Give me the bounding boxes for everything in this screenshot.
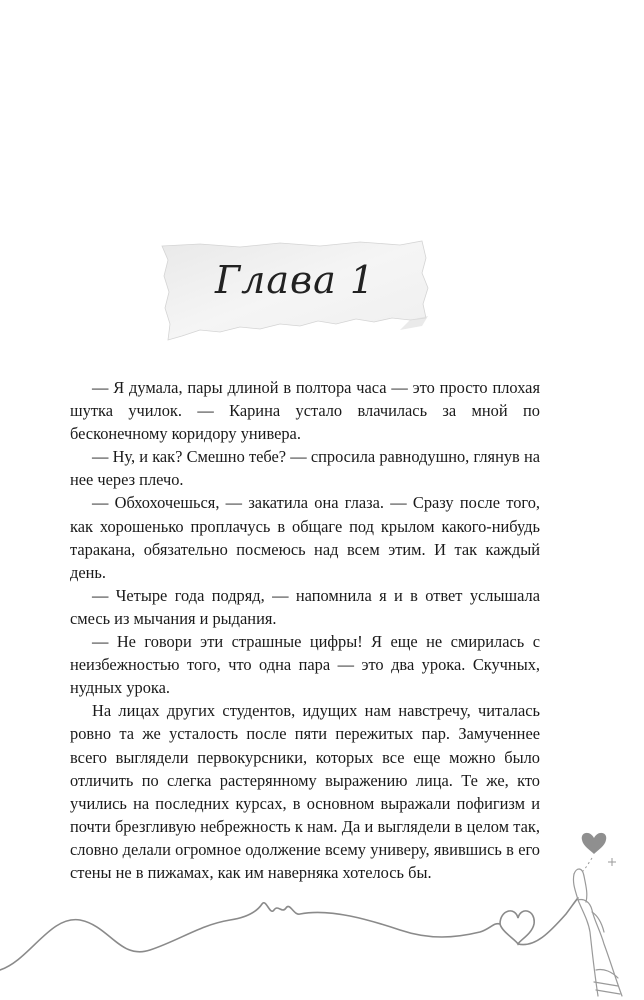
scribble-line [0, 903, 500, 970]
paragraph: — Я думала, пары длиной в полтора часа — это просто плохая шутка училок. — Карина устало влачилась за мной по бесконечному коридору универа. [70, 378, 540, 444]
paragraph: — Ну, и как? Смешно тебе? — спросила равнодушно, глянув на нее через плечо. [70, 447, 540, 490]
paragraph: — Не говори эти страшные цифры! Я еще не смирилась с неизбежностью того, что одна пара — это два урока. Скучных, нудных урока. [70, 632, 540, 698]
paragraph: — Четыре года подряд, — напомнила я и в ответ услышала смесь из мычания и рыдания. [70, 585, 540, 628]
paragraph: — Обхохочешься, — закатила она глаза. — Сразу после того, как хорошенько проплачусь в общаге под крылом какого-нибудь таракана, обязательно посмеюсь над всем этим. И так каждый день. [70, 493, 540, 582]
chapter-title: Глава 1 [214, 258, 376, 302]
chapter-header [160, 238, 430, 346]
heart-icon [500, 911, 534, 944]
hand-with-thread-drawing [573, 869, 622, 996]
chapter-body [70, 376, 540, 884]
heart-icon [582, 833, 607, 854]
bottom-ornament [0, 820, 644, 1000]
paragraph: На лицах других студентов, идущих нам навстречу, читалась ровно та же усталость после пяти пережитых пар. Замученнее всего выглядели первокурсники, которых все еще можно было отличить по слегка растерянному выражению лица. Те же, кто учились на последних курсах, в основном выражали пофигизм и почти брезгливую небрежность к нам. Да и выглядели в целом так, словно делали огромное одолжение всему универу, явившись в его стены не в пижамах, как им наверняка хотелось бы. [70, 701, 540, 882]
